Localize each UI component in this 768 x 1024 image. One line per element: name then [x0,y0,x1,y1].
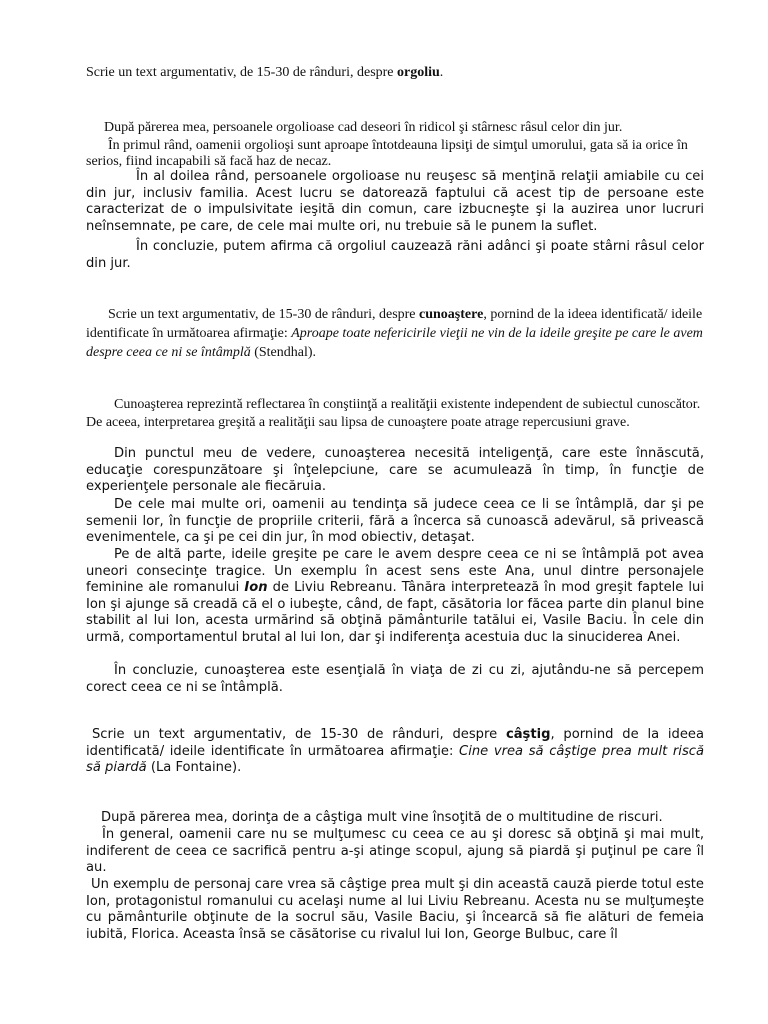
cunoastere-intro: Cunoaşterea reprezintă reflectarea în conştiinţă a realităţii existente independent de subiectul cunoscător. De aceea, interpretarea greşită a realităţii sau lipsa de cunoaştere poate atrage repercusiuni grave. [86,397,701,430]
orgoliu-argument-2: În al doilea rând, persoanele orgolioase nu reuşesc să menţină relaţii amiabile cu cei din jur, inclusiv familia. Acest lucru se datorează faptului că acest tip de persoane este caracterizat de o impulsivitate ieşită din comun, care izbucneşte şi la auzirea unor lucruri neînsemnate, pe care, de cele mai multe ori, nu trebuie să le punem la suflet. [86,169,704,234]
prompt-author: (La Fontaine). [146,760,242,776]
prompt-topic: orgoliu [397,65,440,80]
prompt-text-2: , pornind de la ideea identificată/ ideile identificate în următoarea afirmaţie: [86,307,703,341]
prompt-topic: cunoaştere [419,307,484,322]
orgoliu-argument-1: În primul rând, oamenii orgolioşi sunt aproape întotdeauna lipsiţi de simţul umorului, gata să ia orice în serios, fiind incapabili să facă haz de necaz. [86,138,688,169]
example-text: Pe de altă parte, ideile greşite pe care le avem despre ceea ce ni se întâmplă pot avea uneori consecinţe tragice. Un exemplu în acest sens este Ana, unul dintre personajele feminine ale romanului [86,547,704,596]
prompt-text-2: , pornind de la ideea identificată/ ideile identificate în următoarea afirmaţie: [86,727,704,759]
prompt-castig [86,727,704,777]
novel-title: Ion [244,580,268,596]
prompt-text: Scrie un text argumentativ, de 15-30 de rânduri, despre [92,727,506,742]
prompt-text: Scrie un text argumentativ, de 15-30 de rânduri, despre [86,65,398,80]
castig-thesis: După părerea mea, dorinţa de a câştiga mult vine însoţită de o multitudine de riscuri. [101,810,663,825]
prompt-author: (Stendhal). [250,345,317,360]
prompt-quote: Aproape toate nefericirile vieţii ne vin de la ideile greşite pe care le avem despre ceea ce ni se întâmplă [86,326,703,360]
prompt-topic: câştig [505,727,551,742]
castig-example: Un exemplu de personaj care vrea să câştige prea mult şi din această cauză pierde totul este Ion, protagonistul romanului cu acelaşi nume al lui Liviu Rebreanu. Acesta nu se mulţumeşte cu pământurile obţinute de la socrul său, Vasile Baciu, şi încearcă să fie alături de femeia iubită, Florica. Aceasta însă se căsătorise cu rivalul lui Ion, George Bulbuc, care îl [86,877,704,942]
prompt-quote: Cine vrea să câştige prea mult riscă să piardă [86,743,704,776]
cunoastere-example [86,547,704,647]
prompt-end: . [439,65,444,80]
prompt-text: Scrie un text argumentativ, de 15-30 de rânduri, despre [108,307,420,322]
prompt-cunoastere [86,305,704,362]
prompt-orgoliu [86,65,704,81]
castig-argument-1: În general, oamenii care nu se mulţumesc cu ceea ce au şi doresc să obţină şi mai mult, indiferent de ceea ce sacrifică pentru a-şi atinge scopul, ajung să piardă şi puţinul pe care îl au. [86,827,704,876]
cunoastere-argument-2: De cele mai multe ori, oamenii au tendinţa să judece ceea ce li se întâmplă, dar şi pe semenii lor, în funcţie de propriile criterii, fără a încerca să cunoască adevărul, să privească evenimentele, ca şi pe cei din jur, în mod obiectiv, detaşat. [86,497,704,546]
orgoliu-conclusion: În concluzie, putem afirma că orgoliul cauzează răni adânci şi poate stârni râsul celor din jur. [86,239,704,271]
cunoastere-conclusion: În concluzie, cunoaşterea este esenţială în viaţa de zi cu zi, ajutându-ne să percepem corect ceea ce ni se întâmplă. [86,663,704,695]
orgoliu-thesis: După părerea mea, persoanele orgolioase cad deseori în ridicol şi stârnesc râsul celor din jur. [104,120,623,135]
example-text-2: de Liviu Rebreanu. Tânăra interpretează în mod greşit faptele lui Ion şi ajunge să creadă că el o iubeşte, când, de fapt, căsătoria lor făcea parte din planul bine stabilit al lui Ion, acesta urmărind să obţină pământurile tatălui ei, Vasile Baciu. În cele din urmă, comportamentul brutal al lui Ion, dar şi indiferenţa acestuia duc la sinuciderea Anei. [86,580,704,645]
cunoastere-argument-1: Din punctul meu de vedere, cunoaşterea necesită inteligenţă, care este înnăscută, educaţie corespunzătoare şi înţelepciune, care se acumulează în timp, în funcţie de experienţele personale ale fiecăruia. [86,446,704,495]
